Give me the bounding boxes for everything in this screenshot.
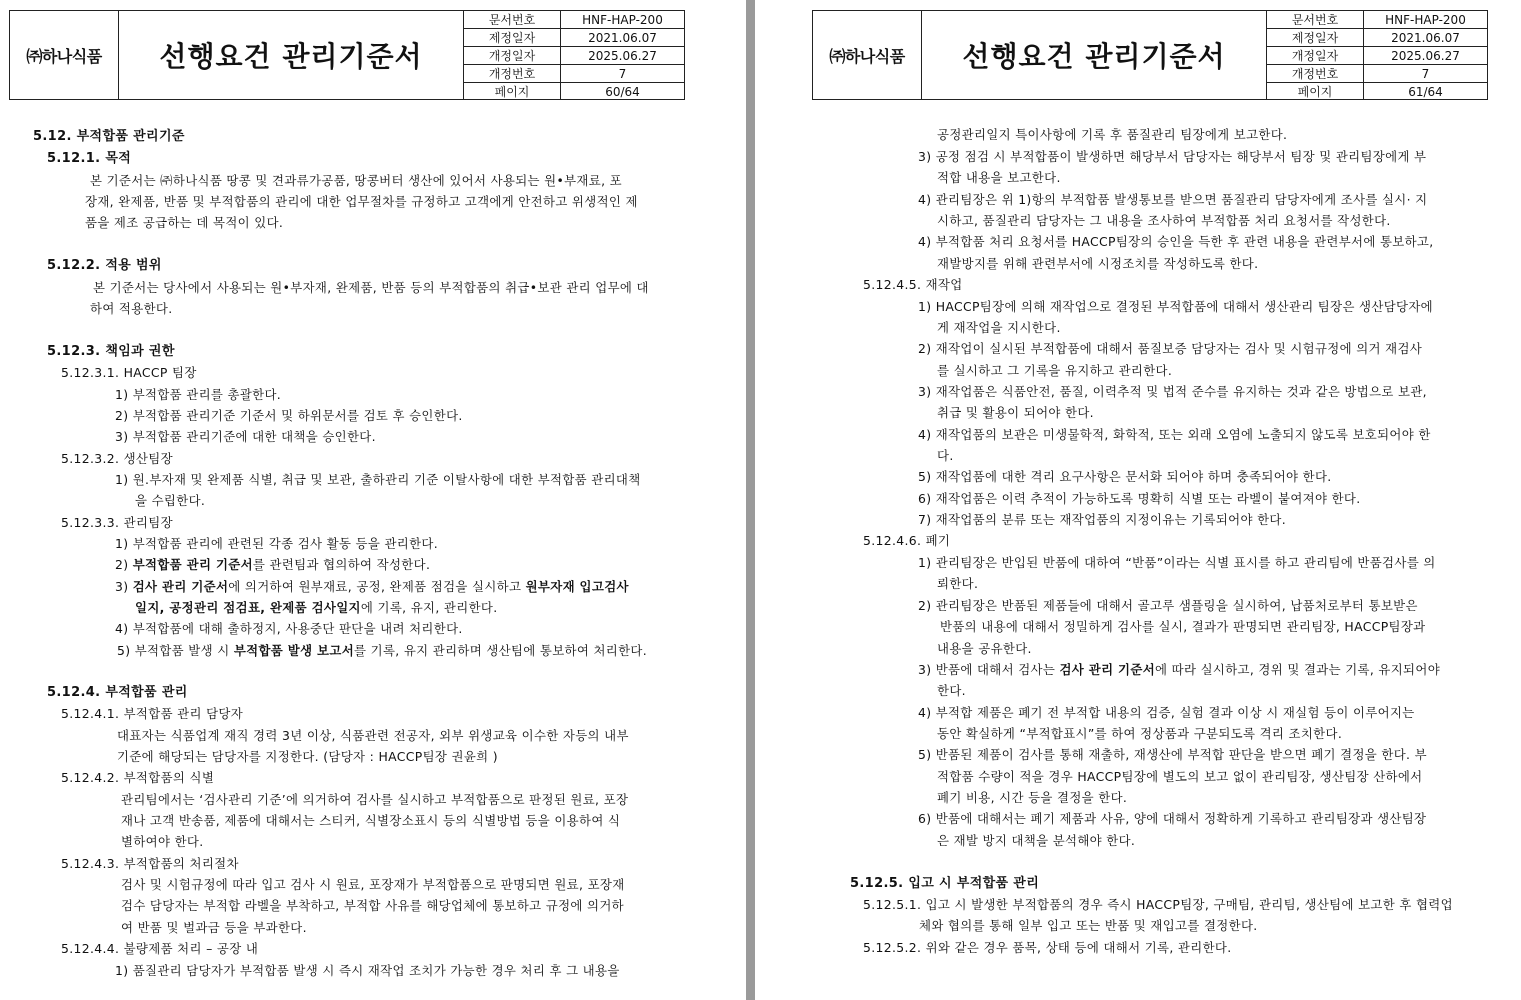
subsection-heading: 5.12.4.6. 폐기: [863, 533, 951, 548]
subsection-heading: 5.12.4.5. 재작업: [863, 277, 963, 292]
paragraph-line: 장재, 완제품, 반품 및 부적합품의 관리에 대한 업무절차를 규정하고 고객에게 안전하고 위생적인 제: [85, 194, 638, 209]
page-number: 61/64: [1408, 84, 1443, 99]
document-title: 선행요건 관리기준서: [119, 11, 464, 99]
info-value: 7: [1364, 65, 1488, 83]
list-item-continuation: [135, 600, 498, 616]
document-page-right: [755, 0, 1521, 1000]
document-reference: 부적합품 발생 보고서: [233, 643, 355, 658]
info-value: 7: [561, 65, 685, 83]
info-label: 개정번호: [464, 65, 561, 83]
document-header: [812, 10, 1488, 100]
paragraph-line: 별하여야 한다.: [121, 834, 204, 849]
list-item-continuation: 게 재작업을 지시한다.: [937, 320, 1061, 335]
list-item: 5) 재작업품에 대한 격리 요구사항은 문서화 되어야 하며 충족되어야 한다.: [918, 469, 1332, 484]
info-value: 2025.06.27: [561, 47, 685, 65]
list-number: 3): [115, 579, 133, 594]
list-item-continuation: 공정관리일지 특이사항에 기록 후 품질관리 팀장에게 보고한다.: [937, 127, 1288, 142]
subsection-heading: 5.12.3.1. HACCP 팀장: [61, 365, 197, 380]
subsection-heading: 5.12.4.2. 부적합품의 식별: [61, 770, 215, 785]
subsection-heading: 5.12.4.4. 불량제품 처리 – 공장 내: [61, 941, 259, 956]
page-number: 60/64: [605, 84, 640, 99]
list-item-continuation: 폐기 비용, 시간 등을 결정을 한다.: [937, 790, 1128, 805]
list-item: [115, 579, 629, 595]
paragraph-line: 검사 및 시험규정에 따라 입고 검사 시 원료, 포장재가 부적합품으로 판명되면 원료, 포장재: [121, 877, 625, 892]
list-text: 를 관련팀과 협의하여 작성한다.: [252, 557, 431, 572]
list-item: 3) 공정 점검 시 부적합품이 발생하면 해당부서 담당자는 해당부서 팀장 및 관리팀장에게 부: [918, 149, 1427, 164]
list-number: 2): [115, 557, 133, 572]
list-item: 1) 부적합품 관리를 총괄한다.: [115, 387, 282, 402]
section-heading: 5.12.3. 책임과 권한: [47, 344, 175, 359]
info-label: 제정일자: [464, 29, 561, 47]
list-item: [115, 557, 430, 573]
info-label: 개정일자: [1267, 47, 1364, 65]
subsection-heading: 5.12.4.1. 부적합품 관리 담당자: [61, 706, 244, 721]
list-item: 4) 부적합품에 대해 출하정지, 사용중단 판단을 내려 처리한다.: [115, 621, 463, 636]
list-item-continuation: 시하고, 품질관리 담당자는 그 내용을 조사하여 부적합품 처리 요청서를 작성한다.: [937, 213, 1391, 228]
info-value: 2021.06.07: [1364, 29, 1488, 47]
list-item: 1) 원.부자재 및 완제품 식별, 취급 및 보관, 출하관리 기준 이탈사항에 대한 부적합품 관리대책: [115, 472, 641, 487]
list-item: 4) 부적합 제품은 폐기 전 부적합 내용의 검증, 실험 결과 이상 시 재실험 등이 이루어지는: [918, 705, 1415, 720]
list-text: 3) 반품에 대해서 검사는: [918, 662, 1060, 677]
section-heading: 5.12.1. 목적: [47, 151, 132, 166]
info-value: 2021.06.07: [561, 29, 685, 47]
list-text: 에 기록, 유지, 관리한다.: [360, 600, 498, 615]
document-reference: 검사 관리 기준서: [1059, 662, 1156, 677]
list-item-continuation: 내용을 공유한다.: [937, 641, 1032, 656]
info-value: HNF-HAP-200: [561, 11, 685, 29]
section-heading: 5.12. 부적합품 관리기준: [33, 129, 185, 144]
list-item: 1) 부적합품 관리에 관련된 각종 검사 활동 등을 관리한다.: [115, 536, 439, 551]
list-item-continuation: 반품의 내용에 대해서 정밀하게 검사를 실시, 결과가 판명되면 관리팀장, HACCP팀장과: [940, 619, 1426, 634]
info-label: 개정일자: [464, 47, 561, 65]
list-item-continuation: 재발방지를 위해 관련부서에 시정조치를 작성하도록 한다.: [937, 256, 1259, 271]
info-label: 문서번호: [1267, 11, 1364, 29]
info-label: 페이지: [464, 83, 561, 101]
list-item: [117, 643, 647, 659]
paragraph-line: 본 기준서는 ㈜하나식품 땅콩 및 견과류가공품, 땅콩버터 생산에 있어서 사용되는 원•부재료, 포: [90, 173, 622, 188]
list-item: 1) 품질관리 담당자가 부적합품 발생 시 즉시 재작업 조치가 가능한 경우 처리 후 그 내용을: [115, 963, 620, 978]
section-heading: 5.12.5. 입고 시 부적합품 관리: [850, 876, 1040, 891]
list-item: [918, 662, 1440, 678]
list-item-continuation: 적합품 수량이 적을 경우 HACCP팀장에 별도의 보고 없이 관리팀장, 생산팀장 산하에서: [937, 769, 1423, 784]
paragraph-line: 체와 협의를 통해 일부 입고 또는 반품 및 재입고를 결정한다.: [919, 918, 1258, 933]
subsection-heading: 5.12.3.2. 생산팀장: [61, 451, 173, 466]
section-heading: 5.12.2. 적용 범위: [47, 258, 162, 273]
paragraph-line: 본 기준서는 당사에서 사용되는 원•부자재, 완제품, 반품 등의 부적합품의 취급•보관 관리 업무에 대: [93, 280, 649, 295]
list-item: 4) 부적합품 처리 요청서를 HACCP팀장의 승인을 득한 후 관련 내용을 관련부서에 통보하고,: [918, 234, 1434, 249]
list-item-continuation: 은 재발 방지 대책을 분석해야 한다.: [937, 833, 1136, 848]
list-item: 2) 부적합품 관리기준 기준서 및 하위문서를 검토 후 승인한다.: [115, 408, 463, 423]
list-item-continuation: 취급 및 활용이 되어야 한다.: [937, 405, 1094, 420]
list-text: 에 따라 실시하고, 경위 및 결과는 기록, 유지되어야: [1155, 662, 1441, 677]
paragraph-line: 하여 적용한다.: [90, 301, 173, 316]
paragraph-line: 여 반품 및 벌과금 등을 부과한다.: [121, 920, 307, 935]
document-info-table: [464, 11, 684, 100]
list-item-continuation: 를 실시하고 그 기록을 유지하고 관리한다.: [937, 363, 1173, 378]
info-value: 2025.06.27: [1364, 47, 1488, 65]
company-logo: ㈜하나식품: [10, 11, 119, 99]
list-item: 2) 관리팀장은 반품된 제품들에 대해서 골고루 샘플링을 실시하여, 납품처로부터 통보받은: [918, 598, 1418, 613]
list-item-continuation: 다.: [937, 448, 954, 463]
paragraph-line: 대표자는 식품업계 재직 경력 3년 이상, 식품관련 전공자, 외부 위생교육 이수한 자등의 내부: [117, 728, 629, 743]
paragraph-line: 검수 담당자는 부적합 라벨을 부착하고, 부적합 사유를 해당업체에 통보하고 규정에 의거하: [121, 898, 624, 913]
company-logo: ㈜하나식품: [813, 11, 922, 99]
list-item: 1) 관리팀장은 반입된 반품에 대하여 “반품”이라는 식별 표시를 하고 관리팀에 반품검사를 의: [918, 555, 1436, 570]
list-item: 4) 관리팀장은 위 1)항의 부적합품 발생통보를 받으면 품질관리 담당자에게 조사를 실시· 지: [918, 192, 1428, 207]
list-text: 를 기록, 유지 관리하며 생산팀에 통보하여 처리한다.: [354, 643, 648, 658]
document-reference: 원부자재 입고검사: [525, 579, 629, 594]
list-text: 에 의거하여 원부재료, 공정, 완제품 점검을 실시하고: [228, 579, 526, 594]
paragraph-line: 관리팀에서는 ‘검사관리 기준’에 의거하여 검사를 실시하고 부적합품으로 판정된 원료, 포장: [121, 792, 629, 807]
paragraph-line: 재나 고객 반송품, 제품에 대해서는 스티커, 식별장소표시 등의 식별방법 등을 이용하여 식: [121, 813, 621, 828]
paragraph-line: 5.12.5.2. 위와 같은 경우 품목, 상태 등에 대해서 기록, 관리한다.: [863, 940, 1232, 955]
info-label: 개정번호: [1267, 65, 1364, 83]
list-item-continuation: 을 수립한다.: [135, 493, 206, 508]
section-heading: 5.12.4. 부적합품 관리: [47, 685, 188, 700]
subsection-heading: 5.12.3.3. 관리팀장: [61, 515, 173, 530]
list-item: 4) 재작업품의 보관은 미생물학적, 화학적, 또는 외래 오염에 노출되지 않도록 보호되어야 한: [918, 427, 1431, 442]
list-item-continuation: 동안 확실하게 “부적합표시”를 하여 정상품과 구분되도록 격리 조치한다.: [937, 726, 1343, 741]
document-reference: 부적합품 관리 기준서: [132, 557, 253, 572]
paragraph-line: 기준에 해당되는 담당자를 지정한다. (담당자 : HACCP팀장 권윤희 ): [117, 749, 498, 764]
document-header: [9, 10, 685, 100]
paragraph-line: 5.12.5.1. 입고 시 발생한 부적합품의 경우 즉시 HACCP팀장, 구매팀, 관리팀, 생산팀에 보고한 후 협력업: [863, 897, 1453, 912]
info-value: HNF-HAP-200: [1364, 11, 1488, 29]
list-item: 7) 재작업품의 분류 또는 재작업품의 지정이유는 기록되어야 한다.: [918, 512, 1287, 527]
document-reference: 검사 관리 기준서: [132, 579, 229, 594]
paragraph-line: 품을 제조 공급하는 데 목적이 있다.: [85, 215, 284, 230]
document-info-table: [1267, 11, 1487, 100]
list-item: 3) 부적합품 관리기준에 대한 대책을 승인한다.: [115, 429, 376, 444]
list-item-continuation: 한다.: [937, 683, 966, 698]
info-label: 문서번호: [464, 11, 561, 29]
info-label: 페이지: [1267, 83, 1364, 101]
document-page-left: [0, 0, 746, 1000]
subsection-heading: 5.12.4.3. 부적합품의 처리절차: [61, 856, 239, 871]
info-label: 제정일자: [1267, 29, 1364, 47]
list-text: 5) 부적합품 발생 시: [117, 643, 234, 658]
list-item: 5) 반품된 제품이 검사를 통해 재출하, 재생산에 부적합 판단을 받으면 폐기 결정을 한다. 부: [918, 747, 1427, 762]
list-item: 1) HACCP팀장에 의해 재작업으로 결정된 부적합품에 대해서 생산관리 팀장은 생산담당자에: [918, 299, 1433, 314]
document-title: 선행요건 관리기준서: [922, 11, 1267, 99]
list-item: 6) 재작업품은 이력 추적이 가능하도록 명확히 식별 또는 라벨이 붙여져야 한다.: [918, 491, 1361, 506]
list-item-continuation: 적합 내용을 보고한다.: [937, 170, 1061, 185]
list-item-continuation: 뢰한다.: [937, 576, 979, 591]
list-item: 6) 반품에 대해서는 폐기 제품과 사유, 양에 대해서 정확하게 기록하고 관리팀장과 생산팀장: [918, 811, 1427, 826]
list-item: 3) 재작업품은 식품안전, 품질, 이력추적 및 법적 준수를 유지하는 것과 같은 방법으로 보관,: [918, 384, 1427, 399]
document-reference: 일지, 공정관리 점검표, 완제품 검사일지: [135, 600, 361, 615]
list-item: 2) 재작업이 실시된 부적합품에 대해서 품질보증 담당자는 검사 및 시험규정에 의거 재검사: [918, 341, 1423, 356]
